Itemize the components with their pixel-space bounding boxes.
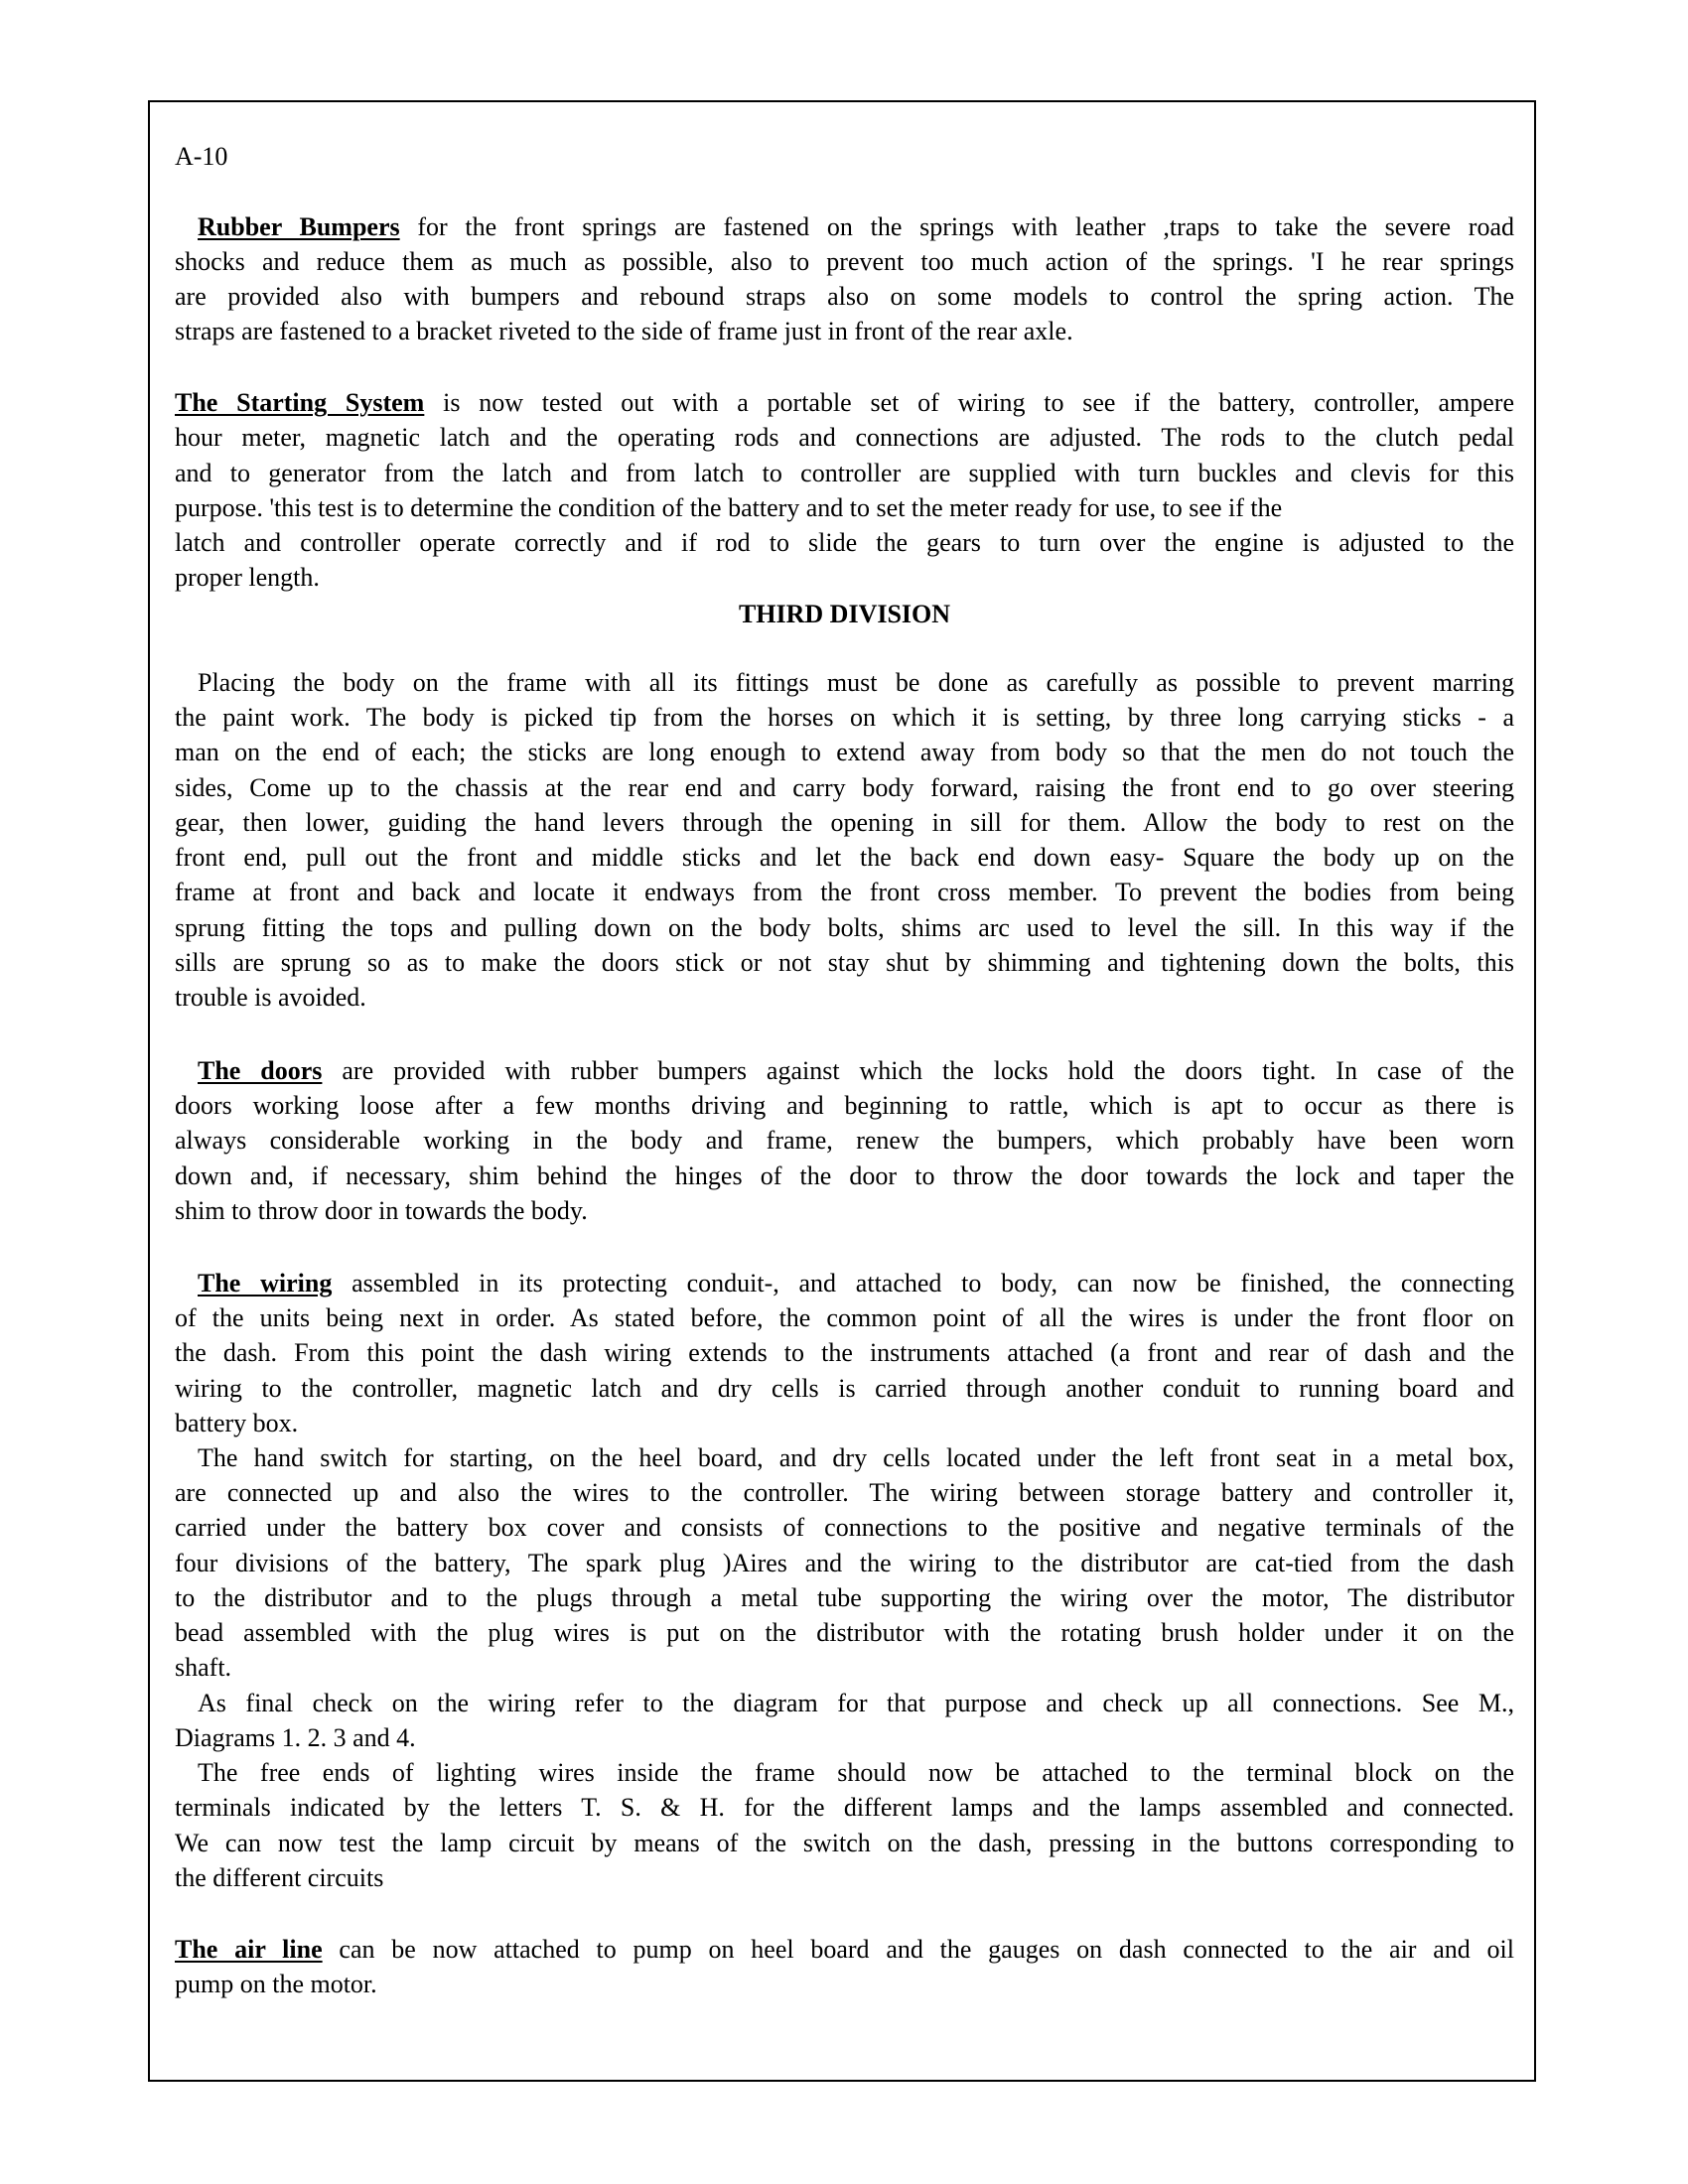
text-line: are connected up and also the wires to the controller. The wiring between storage battery and controller it, — [175, 1478, 1514, 1507]
text-line: proper length. — [175, 563, 320, 592]
text-line: doors working loose after a few months driving and beginning to rattle, which is apt to occur as there is — [175, 1091, 1514, 1120]
text-line — [175, 388, 1514, 418]
text-line: wiring to the controller, magnetic latch and dry cells is carried through another conduit to running board and — [175, 1374, 1514, 1403]
line-text: can be now attached to pump on heel board and the gauges on dash connected to the air and oil — [322, 1935, 1514, 1964]
line-text: for the front springs are fastened on the springs with leather ,traps to take the severe road — [399, 212, 1514, 241]
paragraph-lead: The Starting System — [175, 388, 425, 417]
text-line: As final check on the wiring refer to the diagram for that purpose and check up all connections. See M., — [198, 1689, 1514, 1717]
text-line: Placing the body on the frame with all its fittings must be done as carefully as possible to prevent marring — [198, 668, 1514, 697]
text-line — [198, 1056, 1514, 1086]
text-line: frame at front and back and locate it endways from the front cross member. To prevent the bodies from being — [175, 878, 1514, 906]
text-line: sides, Come up to the chassis at the rear end and carry body forward, raising the front end to go over steering — [175, 773, 1514, 802]
text-line: We can now test the lamp circuit by means of the switch on the dash, pressing in the buttons corresponding to — [175, 1829, 1514, 1857]
text-line: shocks and reduce them as much as possible, also to prevent too much action of the springs. 'I he rear springs — [175, 247, 1514, 276]
line-text: is now tested out with a portable set of wiring to see if the battery, controller, ampere — [424, 388, 1515, 417]
text-line — [198, 1269, 1514, 1298]
text-line: down and, if necessary, shim behind the hinges of the door to throw the door towards the lock and taper the — [175, 1161, 1514, 1190]
paragraph-lead: The doors — [198, 1056, 323, 1085]
text-line: latch and controller operate correctly and if rod to slide the gears to turn over the engine is adjusted to the — [175, 528, 1514, 557]
text-line: battery box. — [175, 1409, 299, 1437]
text-line: man on the end of each; the sticks are long enough to extend away from body so that the men do not touch the — [175, 738, 1514, 766]
text-line: trouble is avoided. — [175, 983, 366, 1012]
paragraph-lead: The wiring — [198, 1269, 333, 1297]
text-line: terminals indicated by the letters T. S. & H. for the different lamps and the lamps assembled and connected. — [175, 1793, 1514, 1822]
paragraph-lead: Rubber Bumpers — [198, 212, 400, 241]
text-line: bead assembled with the plug wires is put on the distributor with the rotating brush holder under it on the — [175, 1618, 1514, 1647]
text-line: The free ends of lighting wires inside the frame should now be attached to the terminal block on the — [198, 1758, 1514, 1787]
text-line: four divisions of the battery, The spark plug )Aires and the wiring to the distributor are cat-tied from the dash — [175, 1549, 1514, 1577]
text-line: purpose. 'this test is to determine the condition of the battery and to set the meter ready for use, to see if the — [175, 493, 1283, 522]
text-line: pump on the motor. — [175, 1970, 377, 1998]
text-line: shaft. — [175, 1653, 232, 1682]
text-line — [198, 212, 1514, 242]
page-number: A-10 — [175, 142, 228, 171]
text-line: and to generator from the latch and from latch to controller are supplied with turn buckles and clevis for this — [175, 459, 1514, 487]
text-line: carried under the battery box cover and consists of connections to the positive and negative terminals of the — [175, 1513, 1514, 1542]
text-line: sprung fitting the tops and pulling down on the body bolts, shims arc used to level the sill. In this way if the — [175, 913, 1514, 942]
text-line: are provided also with bumpers and rebound straps also on some models to control the spring action. The — [175, 282, 1514, 311]
text-line: the different circuits — [175, 1863, 384, 1892]
text-line: shim to throw door in towards the body. — [175, 1196, 588, 1225]
line-text: assembled in its protecting conduit-, and attached to body, can now be finished, the connecting — [332, 1269, 1514, 1297]
text-line: to the distributor and to the plugs through a metal tube supporting the wiring over the motor, The distributor — [175, 1583, 1514, 1612]
text-line: the dash. From this point the dash wiring extends to the instruments attached (a front and rear of dash and the — [175, 1338, 1514, 1367]
text-line: of the units being next in order. As stated before, the common point of all the wires is under the front floor on — [175, 1303, 1514, 1332]
text-line: straps are fastened to a bracket riveted to the side of frame just in front of the rear axle. — [175, 317, 1073, 345]
text-line: hour meter, magnetic latch and the operating rods and connections are adjusted. The rods to the clutch pedal — [175, 423, 1514, 452]
text-line: always considerable working in the body and frame, renew the bumpers, which probably have been worn — [175, 1126, 1514, 1155]
text-line: the paint work. The body is picked tip from the horses on which it is setting, by three long carrying sticks - a — [175, 703, 1514, 732]
section-heading: THIRD DIVISION — [738, 600, 951, 628]
text-line: The hand switch for starting, on the heel board, and dry cells located under the left front seat in a metal box, — [198, 1443, 1514, 1472]
line-text: are provided with rubber bumpers against which the locks hold the doors tight. In case of the — [322, 1056, 1514, 1085]
text-line: sills are sprung so as to make the doors stick or not stay shut by shimming and tightening down the bolts, this — [175, 948, 1514, 977]
text-line: Diagrams 1. 2. 3 and 4. — [175, 1723, 416, 1752]
text-line: gear, then lower, guiding the hand levers through the opening in sill for them. Allow the body to rest on the — [175, 808, 1514, 837]
text-line — [175, 1935, 1514, 1965]
paragraph-lead: The air line — [175, 1935, 323, 1964]
text-line: front end, pull out the front and middle sticks and let the back end down easy- Square the body up on the — [175, 843, 1514, 872]
